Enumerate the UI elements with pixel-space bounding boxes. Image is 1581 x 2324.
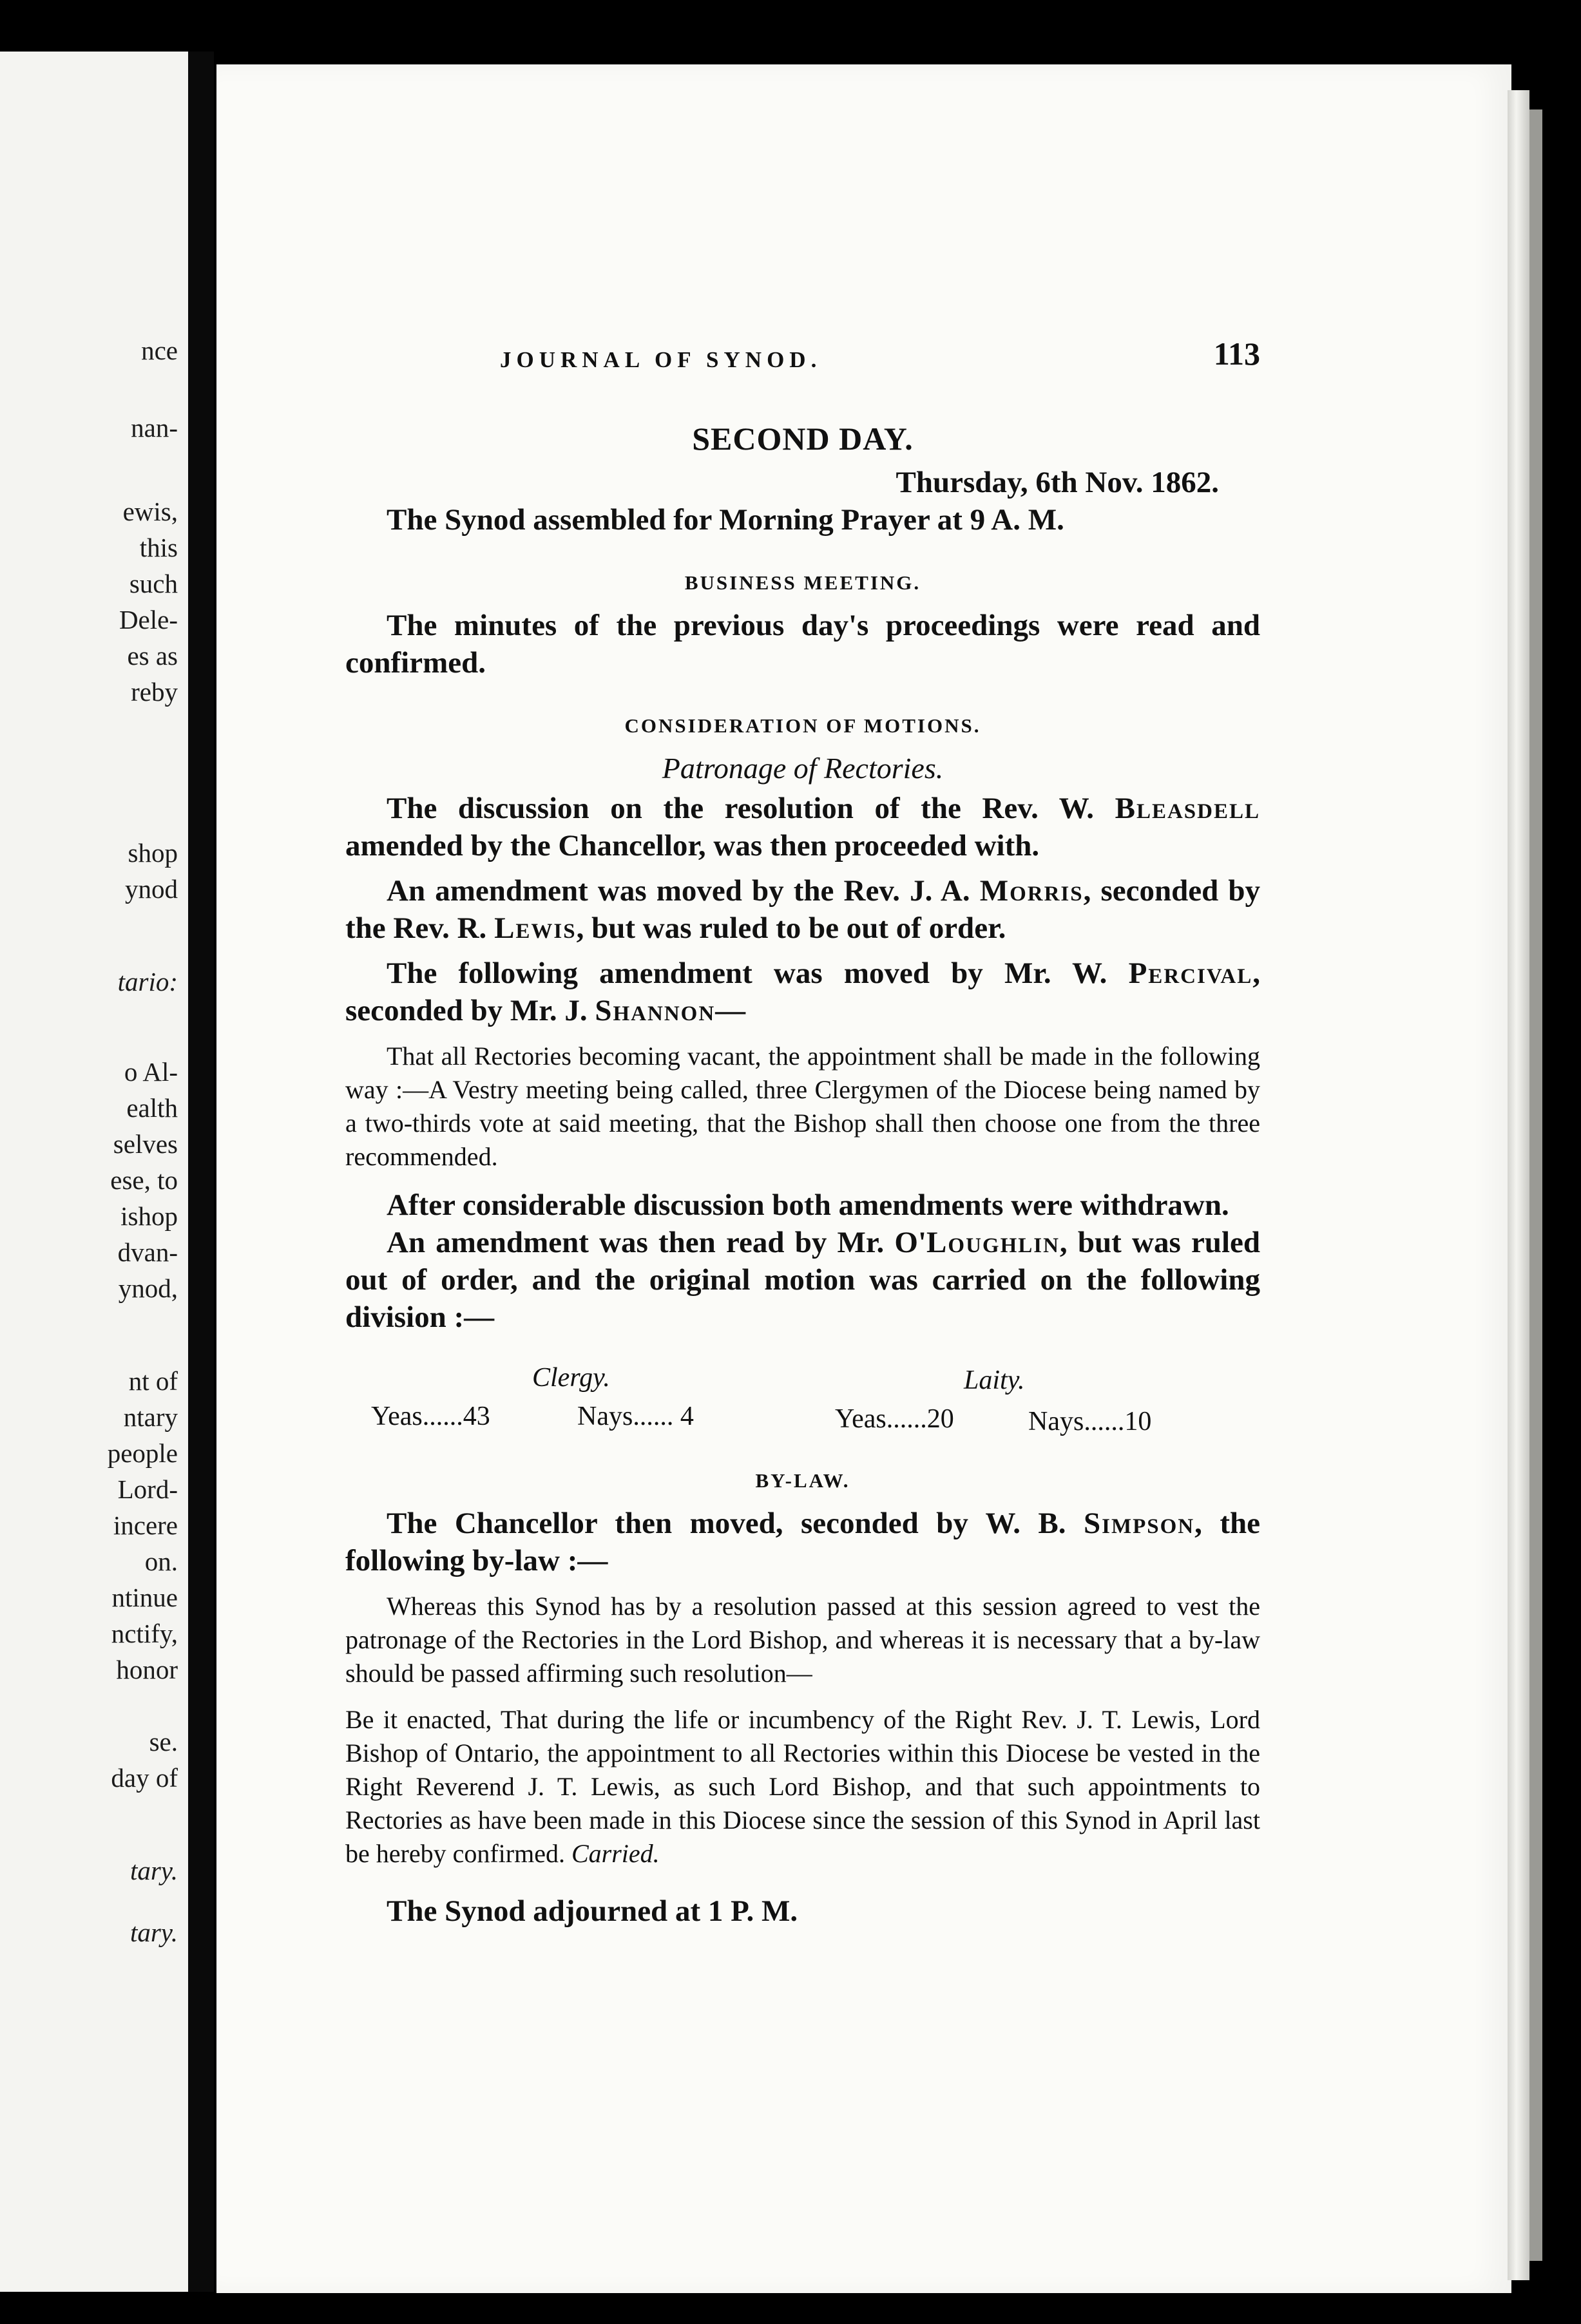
previous-page-fragment: [0, 52, 188, 2292]
left-page-fragment: ishop: [120, 1201, 178, 1231]
left-page-fragment: nan-: [131, 413, 178, 443]
left-page-fragment: nce: [141, 336, 178, 365]
bylaw-intro-text-b: , the following by-law :—: [345, 1507, 1260, 1577]
left-page-fragment: ntary: [123, 1402, 178, 1432]
left-page-fragment: on.: [144, 1547, 178, 1576]
bylaw-intro-paragraph: [345, 1505, 1260, 1579]
name-oloughlin: Loughlin: [926, 1226, 1060, 1259]
page-edge-stack: [1508, 90, 1529, 2280]
left-page-fragment: tary.: [129, 1856, 178, 1885]
name-bleasdell: Bleasdell: [1115, 792, 1261, 825]
bylaw-intro-text-a: The Chancellor then moved, seconded by W. B.: [387, 1507, 1066, 1540]
amendment-two-paragraph: [345, 955, 1260, 1029]
bylaw-enacted: [345, 1703, 1260, 1871]
left-page-fragment: ynod,: [118, 1273, 178, 1303]
left-page-fragment: incere: [113, 1510, 178, 1540]
amendment-one-paragraph: [345, 872, 1260, 947]
running-head: [345, 335, 1260, 386]
amendment-one-text-b: , seconded by the Rev. R.: [345, 874, 1261, 945]
left-page-fragment: ntinue: [111, 1583, 178, 1612]
amendment-two-quote: That all Rectories becoming vacant, the appointment shall be made in the following way :—A Vestry meeting being called, three Clergymen of the Diocese being named by a two-thirds vote at said meeting, that the Bishop shall then choose one from the three recommended.: [345, 1042, 1260, 1171]
laity-yeas: Yeas......20: [835, 1404, 954, 1434]
left-page-fragment: selves: [113, 1129, 178, 1159]
text-column: [345, 335, 1260, 1930]
discussion-text-b: amended by the Chancellor, was then proceeded with.: [345, 829, 1040, 862]
left-page-fragment: this: [139, 533, 178, 562]
left-page-fragment: ese, to: [110, 1165, 178, 1195]
discussion-text-a: The discussion on the resolution of the Rev. W.: [387, 792, 1095, 825]
laity-label: Laity.: [964, 1366, 1025, 1395]
clergy-yeas: Yeas......43: [371, 1402, 490, 1431]
left-page-fragment: honor: [116, 1655, 178, 1684]
discussion-paragraph: [345, 790, 1260, 864]
name-lewis: Lewis: [494, 911, 577, 945]
left-page-fragment: tario:: [117, 967, 178, 996]
left-page-fragment: nt of: [128, 1366, 178, 1396]
page-edge-shadow: [1529, 110, 1542, 2261]
book-gutter: [188, 52, 214, 2292]
bylaw-carried: Carried.: [571, 1839, 660, 1868]
amendment-three-paragraph: [345, 1224, 1260, 1336]
left-page-fragment: ynod: [125, 874, 178, 904]
name-shannon: Shannon: [595, 994, 716, 1027]
left-page-fragment: Dele-: [119, 605, 178, 634]
division-results: [345, 1398, 1260, 1436]
amendment-two-text-b: , seconded by Mr. J.: [345, 957, 1260, 1027]
day-title: SECOND DAY.: [692, 421, 914, 457]
left-page-fragment: Lord-: [117, 1474, 178, 1504]
left-page-fragment: ealth: [126, 1093, 178, 1123]
amendment-one-text-c: , but was ruled to be out of order.: [576, 911, 1006, 945]
assembly-paragraph: The Synod assembled for Morning Prayer at 9 A. M.: [387, 503, 1064, 537]
patronage-heading: Patronage of Rectories.: [662, 752, 944, 785]
amendment-two-text-c: —: [715, 994, 746, 1027]
name-morris: Morris: [979, 874, 1084, 908]
left-page-fragment: tary.: [129, 1918, 178, 1947]
journal-page: [216, 64, 1511, 2293]
laity-nays: Nays......10: [1028, 1407, 1152, 1436]
division-headings: [345, 1359, 1260, 1398]
left-page-fragment: people: [107, 1438, 178, 1468]
bylaw-heading: BY-LAW.: [755, 1469, 850, 1492]
page-number: 113: [1213, 336, 1260, 372]
running-head-title: JOURNAL OF SYNOD.: [500, 347, 822, 372]
clergy-label: Clergy.: [532, 1363, 610, 1393]
clergy-nays: Nays...... 4: [577, 1402, 694, 1431]
amendment-three-text-b: , but was ruled out of order, and the original motion was carried on the following division :—: [345, 1226, 1260, 1334]
consideration-heading: CONSIDERATION OF MOTIONS.: [624, 714, 981, 737]
adjournment-paragraph: The Synod adjourned at 1 P. M.: [387, 1894, 798, 1928]
bylaw-whereas: Whereas this Synod has by a resolution passed at this session agreed to vest the patronage of the Rectories in the Lord Bishop, and whereas it is necessary that a by-law should be passed affirming such resolution—: [345, 1592, 1260, 1688]
amendment-one-text-a: An amendment was moved by the Rev. J. A.: [387, 874, 970, 908]
left-page-fragment: o Al-: [124, 1057, 178, 1087]
date-line: Thursday, 6th Nov. 1862.: [896, 466, 1219, 499]
business-meeting-heading: BUSINESS MEETING.: [684, 571, 921, 594]
minutes-paragraph: The minutes of the previous day's proceedings were read and confirmed.: [345, 609, 1260, 680]
left-page-fragment: reby: [131, 677, 178, 707]
left-page-fragment: day of: [111, 1763, 178, 1793]
left-page-fragment: shop: [128, 838, 178, 868]
amendment-two-text-a: The following amendment was moved by Mr. W.: [387, 957, 1107, 990]
left-page-fragment: ewis,: [122, 497, 178, 526]
left-page-fragment: se.: [149, 1727, 178, 1757]
left-page-fragment: es as: [127, 641, 178, 671]
withdrawn-paragraph: After considerable discussion both amendments were withdrawn.: [387, 1188, 1229, 1222]
bylaw-enacted-text: Be it enacted, That during the life or incumbency of the Right Rev. J. T. Lewis, Lord Bishop of Ontario, the appointment to all Rectories within this Diocese be vested in the Right Reverend J. T. Lewis, as such Lord Bishop, and that such appointments to Rectories as have been made in this Diocese since the session of this Synod in April last be hereby confirmed.: [345, 1705, 1260, 1868]
name-percival: Percival: [1128, 957, 1253, 990]
left-page-fragment: such: [129, 569, 178, 598]
left-page-fragment: nctify,: [111, 1619, 178, 1648]
left-page-fragment: dvan-: [117, 1237, 178, 1267]
amendment-three-text-a: An amendment was then read by Mr. O': [387, 1226, 927, 1259]
name-simpson: Simpson: [1083, 1507, 1195, 1540]
